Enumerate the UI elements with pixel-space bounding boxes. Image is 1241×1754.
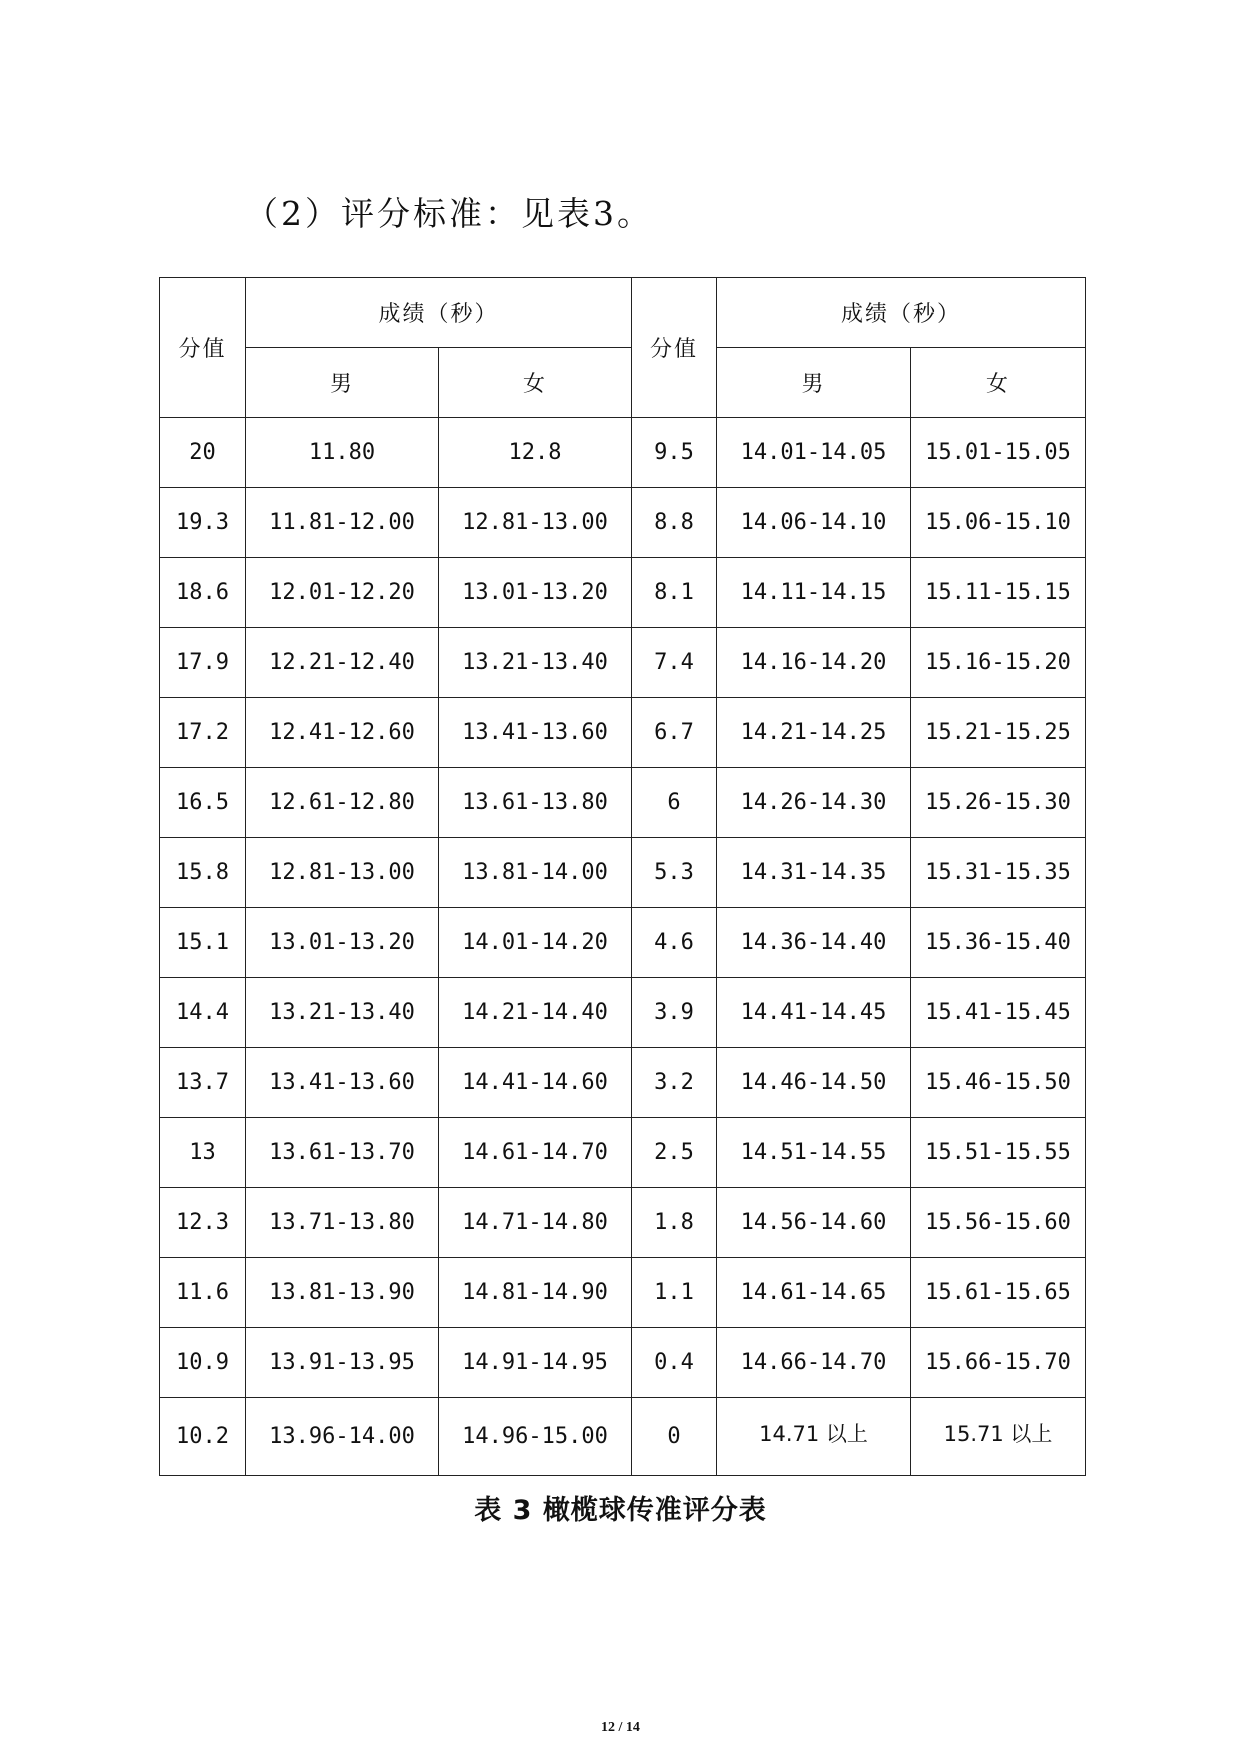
table-row — [160, 418, 1086, 488]
score-header-right: 分值 — [632, 278, 717, 418]
score-left-cell: 13 — [160, 1118, 246, 1188]
female-result-left-cell: 13.81-14.00 — [439, 838, 632, 908]
score-left-cell: 12.3 — [160, 1188, 246, 1258]
male-result-right-cell: 14.06-14.10 — [717, 488, 911, 558]
score-left-cell: 15.8 — [160, 838, 246, 908]
female-result-left-cell: 14.41-14.60 — [439, 1048, 632, 1118]
female-result-right-cell: 15.11-15.15 — [911, 558, 1086, 628]
male-result-left-cell: 13.01-13.20 — [246, 908, 439, 978]
male-result-left-cell: 13.61-13.70 — [246, 1118, 439, 1188]
table-row — [160, 908, 1086, 978]
female-result-right-cell: 15.56-15.60 — [911, 1188, 1086, 1258]
male-result-right-cell: 14.61-14.65 — [717, 1258, 911, 1328]
score-right-cell: 5.3 — [632, 838, 717, 908]
female-result-left-cell: 12.81-13.00 — [439, 488, 632, 558]
score-right-cell: 9.5 — [632, 418, 717, 488]
female-result-left-cell: 13.01-13.20 — [439, 558, 632, 628]
female-result-right-cell: 15.41-15.45 — [911, 978, 1086, 1048]
female-result-left-cell: 14.01-14.20 — [439, 908, 632, 978]
table-row — [160, 1188, 1086, 1258]
section-heading: （2）评分标准：见表3。 — [245, 194, 653, 233]
male-result-right-cell: 14.11-14.15 — [717, 558, 911, 628]
table-body — [160, 418, 1086, 1476]
score-left-cell: 16.5 — [160, 768, 246, 838]
male-result-right-cell: 14.21-14.25 — [717, 698, 911, 768]
male-result-right-cell: 14.51-14.55 — [717, 1118, 911, 1188]
male-result-left-cell: 13.81-13.90 — [246, 1258, 439, 1328]
score-right-cell: 6.7 — [632, 698, 717, 768]
female-result-right-cell: 15.16-15.20 — [911, 628, 1086, 698]
male-result-right-cell: 14.36-14.40 — [717, 908, 911, 978]
page-number: 12 / 14 — [601, 1720, 640, 1735]
female-result-left-cell: 13.41-13.60 — [439, 698, 632, 768]
female-result-right-cell: 15.46-15.50 — [911, 1048, 1086, 1118]
male-result-right-cell: 14.71 以上 — [717, 1398, 911, 1476]
male-result-left-cell: 12.41-12.60 — [246, 698, 439, 768]
female-result-right-cell: 15.26-15.30 — [911, 768, 1086, 838]
female-result-right-cell: 15.36-15.40 — [911, 908, 1086, 978]
score-right-cell: 8.1 — [632, 558, 717, 628]
male-result-left-cell: 12.01-12.20 — [246, 558, 439, 628]
table-row — [160, 1398, 1086, 1476]
score-left-cell: 10.2 — [160, 1398, 246, 1476]
female-result-left-cell: 12.8 — [439, 418, 632, 488]
score-left-cell: 17.9 — [160, 628, 246, 698]
score-left-cell: 17.2 — [160, 698, 246, 768]
score-header-left: 分值 — [160, 278, 246, 418]
table-row — [160, 628, 1086, 698]
score-left-cell: 10.9 — [160, 1328, 246, 1398]
male-result-right-cell: 14.66-14.70 — [717, 1328, 911, 1398]
score-right-cell: 7.4 — [632, 628, 717, 698]
female-result-right-cell: 15.06-15.10 — [911, 488, 1086, 558]
score-right-cell: 3.9 — [632, 978, 717, 1048]
table-row — [160, 978, 1086, 1048]
score-right-cell: 8.8 — [632, 488, 717, 558]
table-header-row — [160, 278, 1086, 348]
male-result-right-cell: 14.31-14.35 — [717, 838, 911, 908]
female-header-left: 女 — [439, 348, 632, 418]
table-row — [160, 1048, 1086, 1118]
table-row — [160, 1258, 1086, 1328]
score-right-cell: 4.6 — [632, 908, 717, 978]
male-result-right-cell: 14.01-14.05 — [717, 418, 911, 488]
score-left-cell: 20 — [160, 418, 246, 488]
result-header-left: 成绩（秒） — [246, 278, 632, 348]
female-result-left-cell: 14.71-14.80 — [439, 1188, 632, 1258]
scoring-table — [159, 277, 1086, 1476]
male-result-left-cell: 13.21-13.40 — [246, 978, 439, 1048]
male-result-left-cell: 12.61-12.80 — [246, 768, 439, 838]
female-result-left-cell: 14.81-14.90 — [439, 1258, 632, 1328]
score-left-cell: 11.6 — [160, 1258, 246, 1328]
male-result-left-cell: 11.81-12.00 — [246, 488, 439, 558]
table-row — [160, 488, 1086, 558]
male-result-left-cell: 13.41-13.60 — [246, 1048, 439, 1118]
score-right-cell: 0 — [632, 1398, 717, 1476]
score-right-cell: 3.2 — [632, 1048, 717, 1118]
male-header-left: 男 — [246, 348, 439, 418]
male-header-right: 男 — [717, 348, 911, 418]
female-result-left-cell: 13.61-13.80 — [439, 768, 632, 838]
table-row — [160, 1118, 1086, 1188]
result-header-right: 成绩（秒） — [717, 278, 1086, 348]
male-result-left-cell: 12.81-13.00 — [246, 838, 439, 908]
female-result-left-cell: 14.61-14.70 — [439, 1118, 632, 1188]
table-row — [160, 768, 1086, 838]
score-left-cell: 19.3 — [160, 488, 246, 558]
score-left-cell: 15.1 — [160, 908, 246, 978]
male-result-right-cell: 14.46-14.50 — [717, 1048, 911, 1118]
male-result-right-cell: 14.41-14.45 — [717, 978, 911, 1048]
score-right-cell: 1.1 — [632, 1258, 717, 1328]
score-left-cell: 13.7 — [160, 1048, 246, 1118]
score-left-cell: 14.4 — [160, 978, 246, 1048]
table-row — [160, 838, 1086, 908]
female-header-right: 女 — [911, 348, 1086, 418]
male-result-right-cell: 14.56-14.60 — [717, 1188, 911, 1258]
male-result-left-cell: 11.80 — [246, 418, 439, 488]
table-row — [160, 1328, 1086, 1398]
male-result-right-cell: 14.16-14.20 — [717, 628, 911, 698]
female-result-right-cell: 15.71 以上 — [911, 1398, 1086, 1476]
table-caption: 表 3 橄榄球传准评分表 — [474, 1495, 767, 1526]
table-row — [160, 558, 1086, 628]
female-result-left-cell: 14.96-15.00 — [439, 1398, 632, 1476]
score-left-cell: 18.6 — [160, 558, 246, 628]
female-result-left-cell: 14.21-14.40 — [439, 978, 632, 1048]
score-right-cell: 6 — [632, 768, 717, 838]
score-right-cell: 0.4 — [632, 1328, 717, 1398]
male-result-left-cell: 12.21-12.40 — [246, 628, 439, 698]
table-subheader-row — [160, 348, 1086, 418]
score-right-cell: 1.8 — [632, 1188, 717, 1258]
female-result-right-cell: 15.51-15.55 — [911, 1118, 1086, 1188]
male-result-right-cell: 14.26-14.30 — [717, 768, 911, 838]
female-result-right-cell: 15.61-15.65 — [911, 1258, 1086, 1328]
male-result-left-cell: 13.71-13.80 — [246, 1188, 439, 1258]
female-result-left-cell: 13.21-13.40 — [439, 628, 632, 698]
female-result-right-cell: 15.66-15.70 — [911, 1328, 1086, 1398]
score-right-cell: 2.5 — [632, 1118, 717, 1188]
female-result-right-cell: 15.01-15.05 — [911, 418, 1086, 488]
female-result-right-cell: 15.31-15.35 — [911, 838, 1086, 908]
male-result-left-cell: 13.96-14.00 — [246, 1398, 439, 1476]
male-result-left-cell: 13.91-13.95 — [246, 1328, 439, 1398]
table-row — [160, 698, 1086, 768]
female-result-left-cell: 14.91-14.95 — [439, 1328, 632, 1398]
female-result-right-cell: 15.21-15.25 — [911, 698, 1086, 768]
